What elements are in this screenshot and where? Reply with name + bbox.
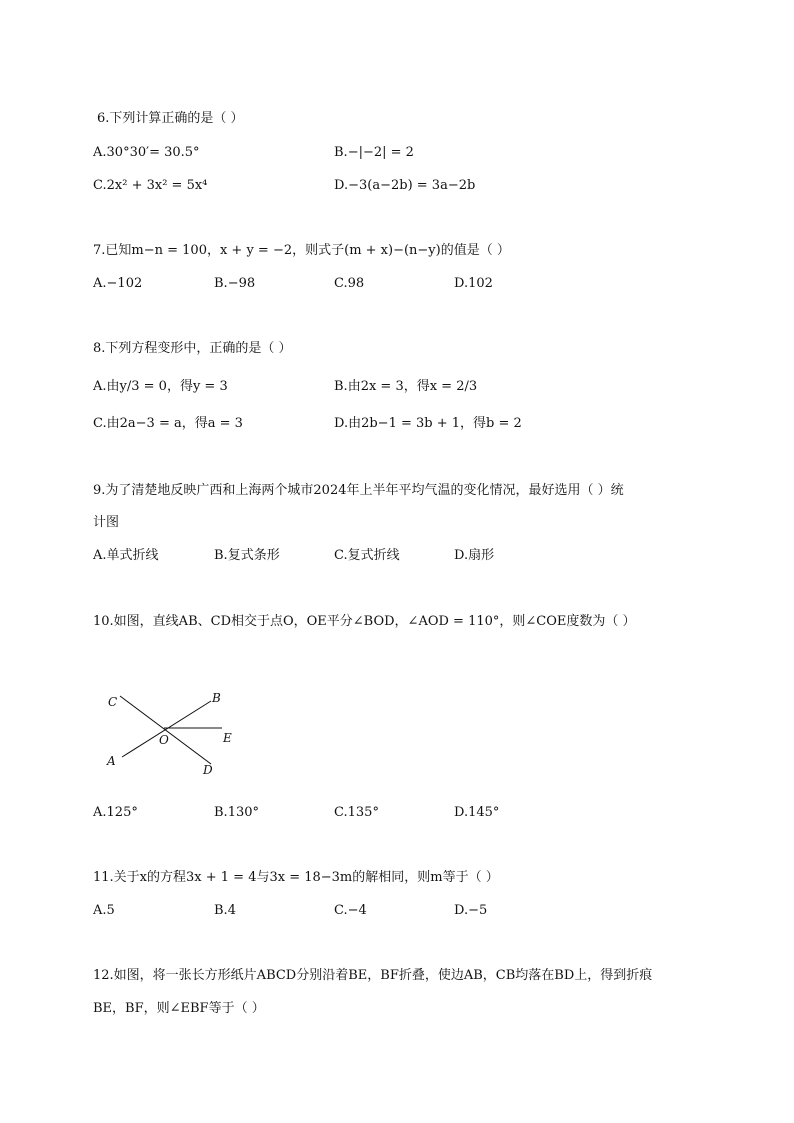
question-11-stem: 11.关于x的方程3x + 1 = 4与3x = 18−3m的解相同，则m等于（ ） bbox=[93, 870, 499, 885]
question-6-option-b[interactable]: B.−|−2| = 2 bbox=[334, 145, 414, 160]
question-7-option-c[interactable]: C.98 bbox=[334, 276, 365, 291]
question-12-stem-line1: 12.如图，将一张长方形纸片ABCD分别沿着BE，BF折叠，使边AB，CB均落在BD上，得到折痕 bbox=[93, 968, 653, 983]
question-10-option-a[interactable]: A.125° bbox=[93, 805, 138, 820]
question-11-option-c[interactable]: C.−4 bbox=[334, 903, 367, 918]
question-7-option-d[interactable]: D.102 bbox=[454, 276, 493, 291]
label-c: C bbox=[108, 695, 118, 709]
angle-figure bbox=[100, 685, 250, 780]
question-8-option-d[interactable]: D.由2b−1 = 3b + 1，得b = 2 bbox=[334, 416, 522, 431]
question-10-stem: 10.如图，直线AB、CD相交于点O，OE平分∠BOD，∠AOD = 110°，则∠COE度数为（ ） bbox=[93, 614, 636, 629]
question-8-stem: 8.下列方程变形中，正确的是（ ） bbox=[93, 341, 292, 356]
question-9-stem-line1: 9.为了清楚地反映广西和上海两个城市2024年上半年平均气温的变化情况，最好选用（ ）统 bbox=[93, 483, 624, 498]
label-d: D bbox=[203, 763, 213, 777]
question-12-stem-line2: BE，BF，则∠EBF等于（ ） bbox=[93, 1001, 265, 1016]
label-a: A bbox=[107, 754, 116, 768]
question-6-option-d[interactable]: D.−3(a−2b) = 3a−2b bbox=[334, 178, 476, 193]
question-6-option-a[interactable]: A.30°30′= 30.5° bbox=[93, 145, 200, 160]
question-8-option-b[interactable]: B.由2x = 3，得x = 2/3 bbox=[334, 379, 478, 394]
question-7-option-b[interactable]: B.−98 bbox=[214, 276, 256, 291]
question-9-option-c[interactable]: C.复式折线 bbox=[334, 548, 400, 563]
question-6-stem: 6.下列计算正确的是（ ） bbox=[97, 111, 244, 126]
question-11-option-a[interactable]: A.5 bbox=[93, 903, 115, 918]
question-7-stem: 7.已知m−n = 100，x + y = −2，则式子(m + x)−(n−y)的值是（ ） bbox=[93, 243, 510, 258]
question-9-option-d[interactable]: D.扇形 bbox=[454, 548, 495, 563]
question-9-stem-line2: 计图 bbox=[93, 515, 120, 530]
question-7-option-a[interactable]: A.−102 bbox=[93, 276, 143, 291]
question-10-option-c[interactable]: C.135° bbox=[334, 805, 379, 820]
line-cd bbox=[120, 696, 211, 764]
question-10-option-b[interactable]: B.130° bbox=[214, 805, 260, 820]
label-o: O bbox=[159, 733, 169, 747]
question-11-option-b[interactable]: B.4 bbox=[214, 903, 236, 918]
question-9-option-b[interactable]: B.复式条形 bbox=[214, 548, 280, 563]
question-10-option-d[interactable]: D.145° bbox=[454, 805, 500, 820]
question-6-option-c[interactable]: C.2x² + 3x² = 5x⁴ bbox=[93, 178, 208, 193]
line-ab bbox=[122, 701, 211, 757]
question-11-option-d[interactable]: D.−5 bbox=[454, 903, 488, 918]
label-b: B bbox=[212, 691, 221, 705]
label-e: E bbox=[223, 731, 232, 745]
question-8-option-a[interactable]: A.由y/3 = 0，得y = 3 bbox=[93, 379, 228, 394]
question-9-option-a[interactable]: A.单式折线 bbox=[93, 548, 159, 563]
question-8-option-c[interactable]: C.由2a−3 = a，得a = 3 bbox=[93, 416, 243, 431]
